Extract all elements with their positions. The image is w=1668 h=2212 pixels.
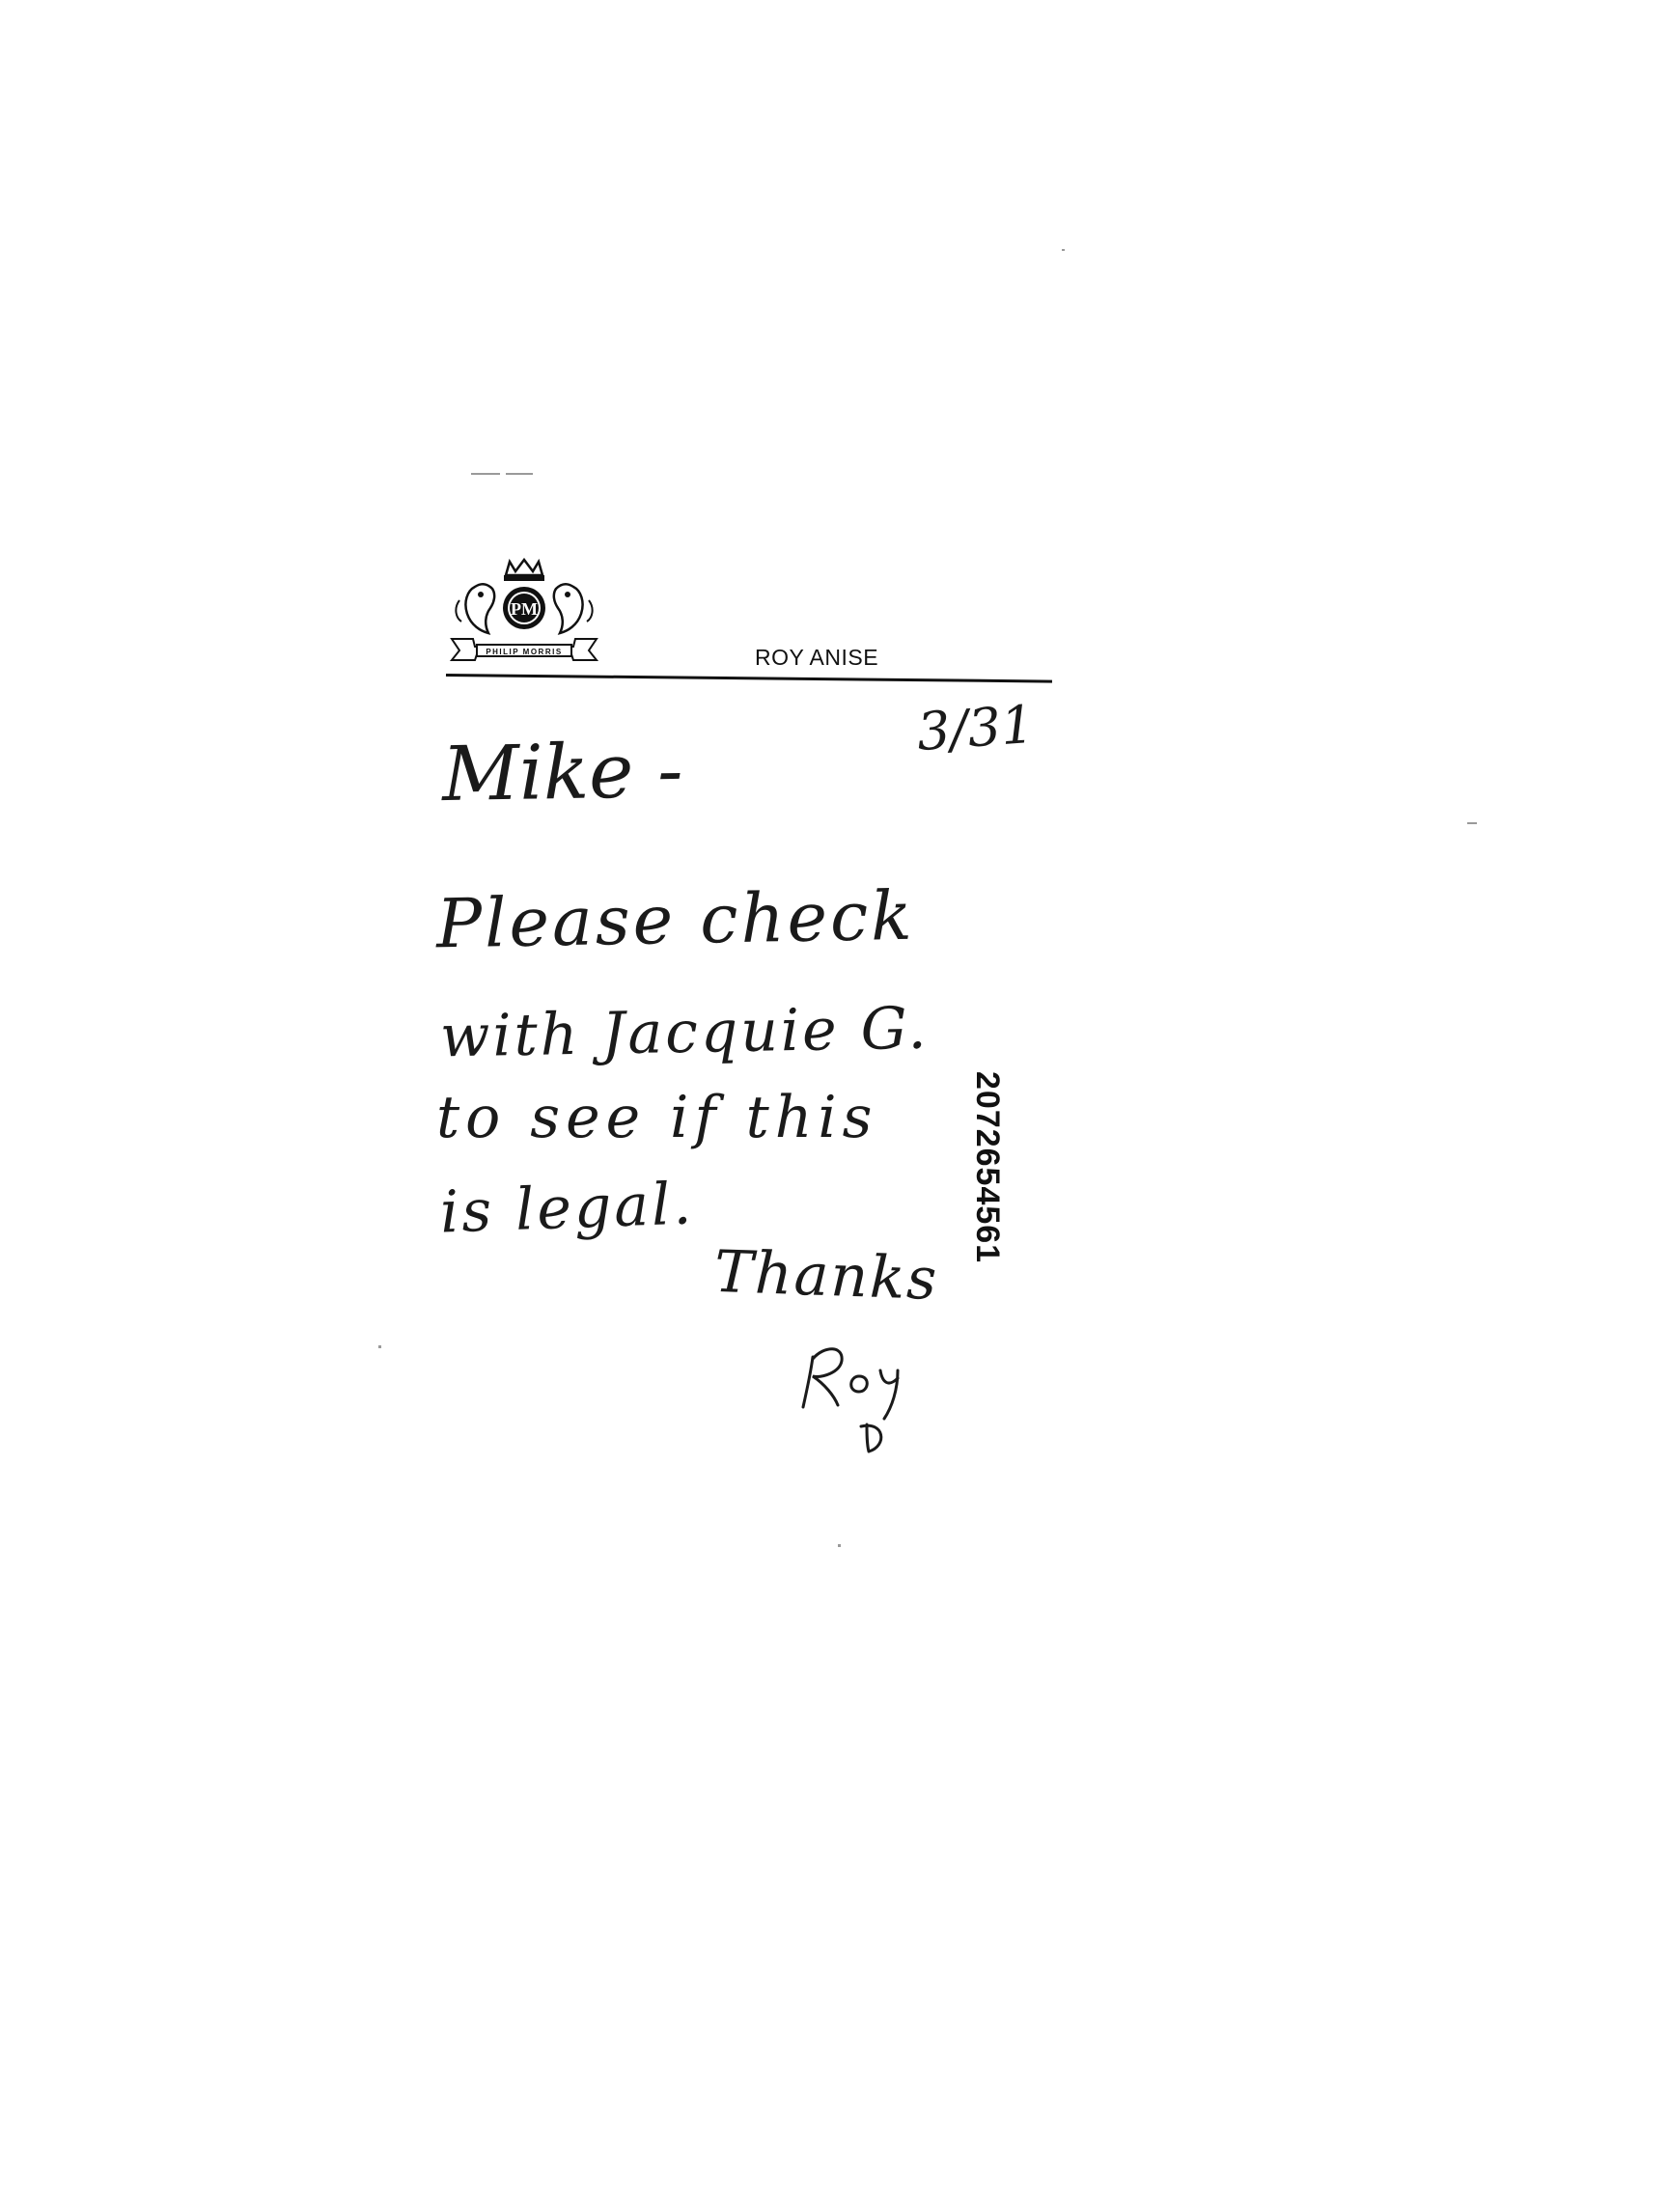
note-body-line: is legal. [438, 1170, 696, 1247]
note-body-line: to see if this [436, 1084, 878, 1151]
scan-mark [378, 1345, 381, 1348]
philip-morris-crest-icon [446, 558, 602, 666]
scan-mark [1062, 249, 1065, 251]
logo-monogram: PM [511, 599, 538, 619]
logo-wordmark: PHILIP MORRIS [486, 648, 563, 656]
scan-mark [471, 473, 500, 475]
letterhead-rule [446, 674, 1052, 683]
scan-mark [838, 1544, 841, 1547]
note-salutation: Mike - [441, 727, 684, 819]
letterhead-name: ROY ANISE [755, 645, 879, 670]
note-date: 3/31 [914, 693, 1037, 763]
bates-number: 2072654561 [969, 1071, 1006, 1264]
scan-mark [1467, 822, 1477, 824]
note-closing: Thanks [712, 1237, 940, 1314]
handwritten-signature [792, 1332, 946, 1457]
scan-mark [506, 473, 533, 475]
note-body-line: Please check [435, 875, 916, 964]
note-body-line: with Jacquie G. [439, 994, 931, 1071]
